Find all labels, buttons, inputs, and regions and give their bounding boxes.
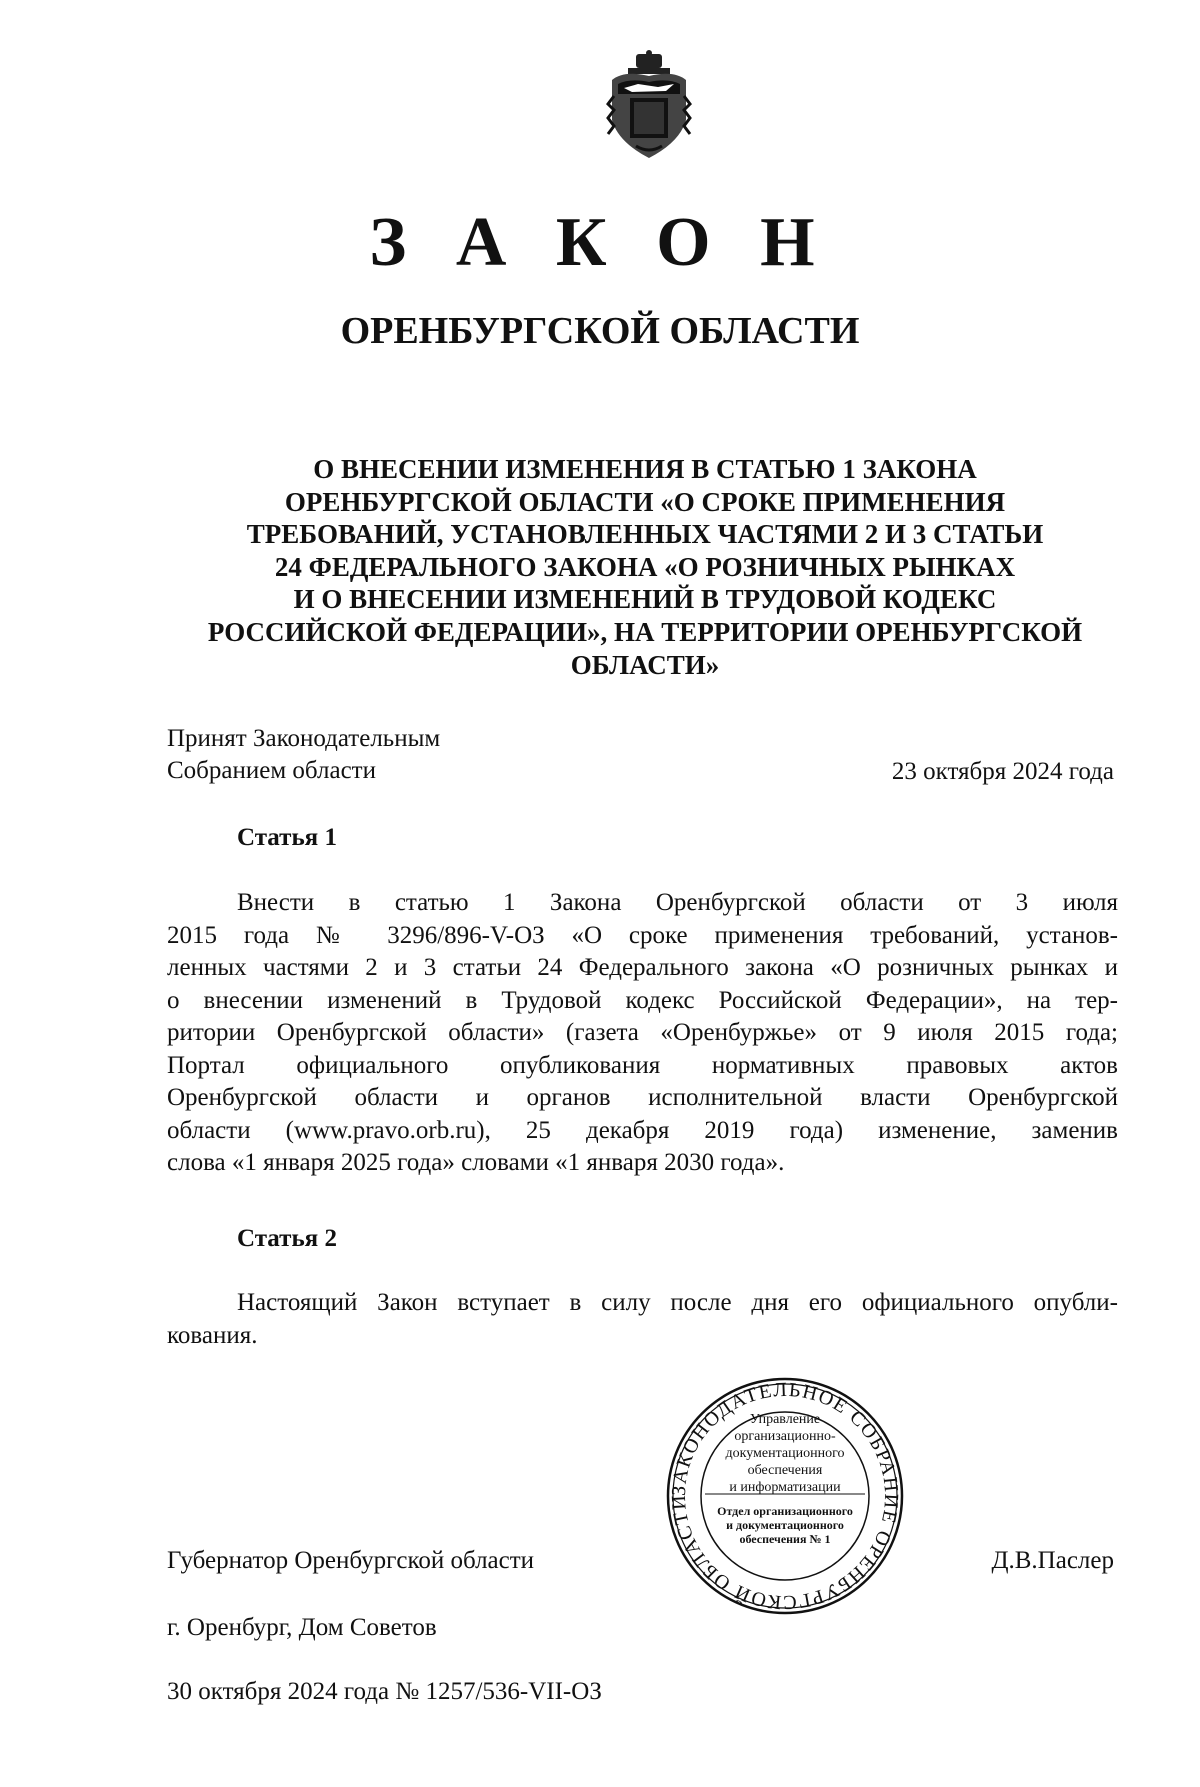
- signing-place: г. Оренбург, Дом Советов: [167, 1614, 437, 1641]
- heading-line: И О ВНЕСЕНИИ ИЗМЕНЕНИЙ В ТРУДОВОЙ КОДЕКС: [293, 584, 997, 615]
- article-2-text: [167, 1287, 1118, 1352]
- seal-line: обеспечения: [747, 1463, 823, 1478]
- seal-line: и информатизации: [729, 1480, 841, 1495]
- adopted-by: [167, 723, 440, 787]
- text-line: Настоящий Закон вступает в силу после дня его официального опубли-: [237, 1289, 1118, 1316]
- adopted-line: Собранием области: [167, 757, 376, 784]
- seal-dept-line: Отдел организационного: [717, 1504, 853, 1518]
- seal-ring-text: ЗАКОНОДАТЕЛЬНОЕ СОБРАНИЕ ОРЕНБУРГСКОЙ ОБЛАСТИ: [667, 1378, 903, 1614]
- seal-dept-line: и документационного: [726, 1518, 844, 1532]
- text-line: кования.: [167, 1321, 258, 1349]
- document-region: ОРЕНБУРГСКОЙ ОБЛАСТИ: [340, 310, 860, 352]
- heading-line: 24 ФЕДЕРАЛЬНОГО ЗАКОНА «О РОЗНИЧНЫХ РЫНКАХ: [274, 551, 1016, 582]
- adopted-line: Принят Законодательным: [167, 725, 441, 752]
- coat-of-arms-icon: [606, 50, 692, 162]
- heading-line: ОРЕНБУРГСКОЙ ОБЛАСТИ «О СРОКЕ ПРИМЕНЕНИЯ: [284, 486, 1006, 517]
- text-line: Портал официального опубликования нормативных правовых актов: [167, 1051, 1118, 1079]
- seal-inner-text: [705, 1411, 865, 1546]
- article-1-text: [167, 887, 1118, 1180]
- document-title: З А К О Н: [369, 204, 831, 281]
- heading-line: ОБЛАСТИ»: [570, 649, 720, 680]
- text-line: Внести в статью 1 Закона Оренбургской области от 3 июля: [237, 889, 1118, 916]
- article-2-title: Статья 2: [237, 1225, 337, 1252]
- signatory-name: Д.В.Паслер: [991, 1547, 1114, 1574]
- heading-line: О ВНЕСЕНИИ ИЗМЕНЕНИЯ В СТАТЬЮ 1 ЗАКОНА: [313, 454, 977, 484]
- law-heading: [150, 453, 1140, 681]
- adopted-date: 23 октября 2024 года: [891, 758, 1114, 785]
- seal-line: Управление: [749, 1412, 821, 1427]
- signing-date-number: 30 октября 2024 года № 1257/536-VII-ОЗ: [167, 1678, 602, 1705]
- text-line: 2015 года № 3296/896-V-ОЗ «О сроке применения требований, установ-: [167, 921, 1118, 949]
- heading-line: ТРЕБОВАНИЙ, УСТАНОВЛЕННЫХ ЧАСТЯМИ 2 И 3 СТАТЬИ: [246, 519, 1044, 550]
- text-line: области (www.pravo.orb.ru), 25 декабря 2019 года) изменение, заменив: [167, 1116, 1118, 1144]
- governor-title: Губернатор Оренбургской области: [167, 1547, 535, 1574]
- text-line: Оренбургской области и органов исполнительной власти Оренбургской: [167, 1084, 1118, 1111]
- seal-line: организационно-: [734, 1429, 836, 1444]
- article-1-title: Статья 1: [237, 824, 337, 851]
- text-line: ритории Оренбургской области» (газета «Оренбуржье» от 9 июля 2015 года;: [167, 1019, 1118, 1046]
- text-line: о внесении изменений в Трудовой кодекс Российской Федерации», на тер-: [167, 986, 1118, 1014]
- seal-dept-line: обеспечения № 1: [739, 1532, 831, 1546]
- seal-line: документационного: [725, 1446, 845, 1461]
- text-line: слова «1 января 2025 года» словами «1 января 2030 года».: [167, 1149, 785, 1176]
- text-line: ленных частями 2 и 3 статьи 24 Федерального закона «О розничных рынках и: [167, 954, 1118, 981]
- heading-line: РОССИЙСКОЙ ФЕДЕРАЦИИ», НА ТЕРРИТОРИИ ОРЕНБУРГСКОЙ: [207, 616, 1083, 647]
